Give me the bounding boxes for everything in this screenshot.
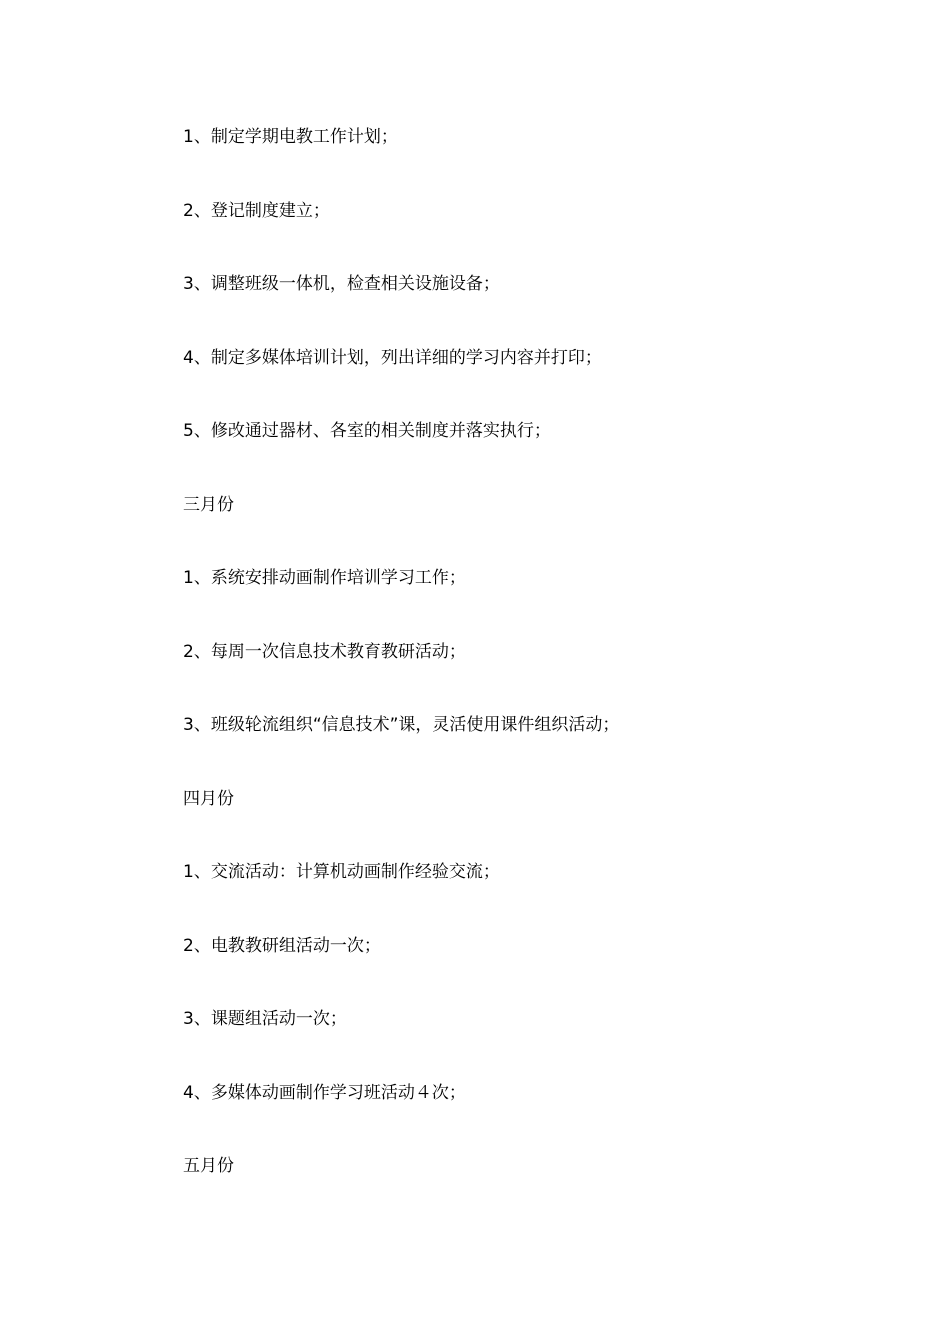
list-item: 3、课题组活动一次； [183, 1009, 347, 1029]
list-item: 2、每周一次信息技术教育教研活动； [183, 642, 466, 662]
list-item: 2、电教教研组活动一次； [183, 936, 381, 956]
list-item: 1、交流活动：计算机动画制作经验交流； [183, 862, 500, 882]
section-heading: 三月份 [183, 495, 234, 515]
section-heading: 五月份 [183, 1156, 234, 1176]
list-item: 4、制定多媒体培训计划，列出详细的学习内容并打印； [183, 348, 602, 368]
list-item: 3、调整班级一体机，检查相关设施设备； [183, 274, 500, 294]
section-heading: 四月份 [183, 789, 234, 809]
list-item: 2、登记制度建立； [183, 201, 330, 221]
list-item: 1、制定学期电教工作计划； [183, 127, 398, 147]
list-item: 5、修改通过器材、各室的相关制度并落实执行； [183, 421, 551, 441]
list-item: 3、班级轮流组织“信息技术”课，灵活使用课件组织活动； [183, 715, 620, 735]
list-item: 4、多媒体动画制作学习班活动４次； [183, 1083, 466, 1103]
list-item: 1、系统安排动画制作培训学习工作； [183, 568, 466, 588]
